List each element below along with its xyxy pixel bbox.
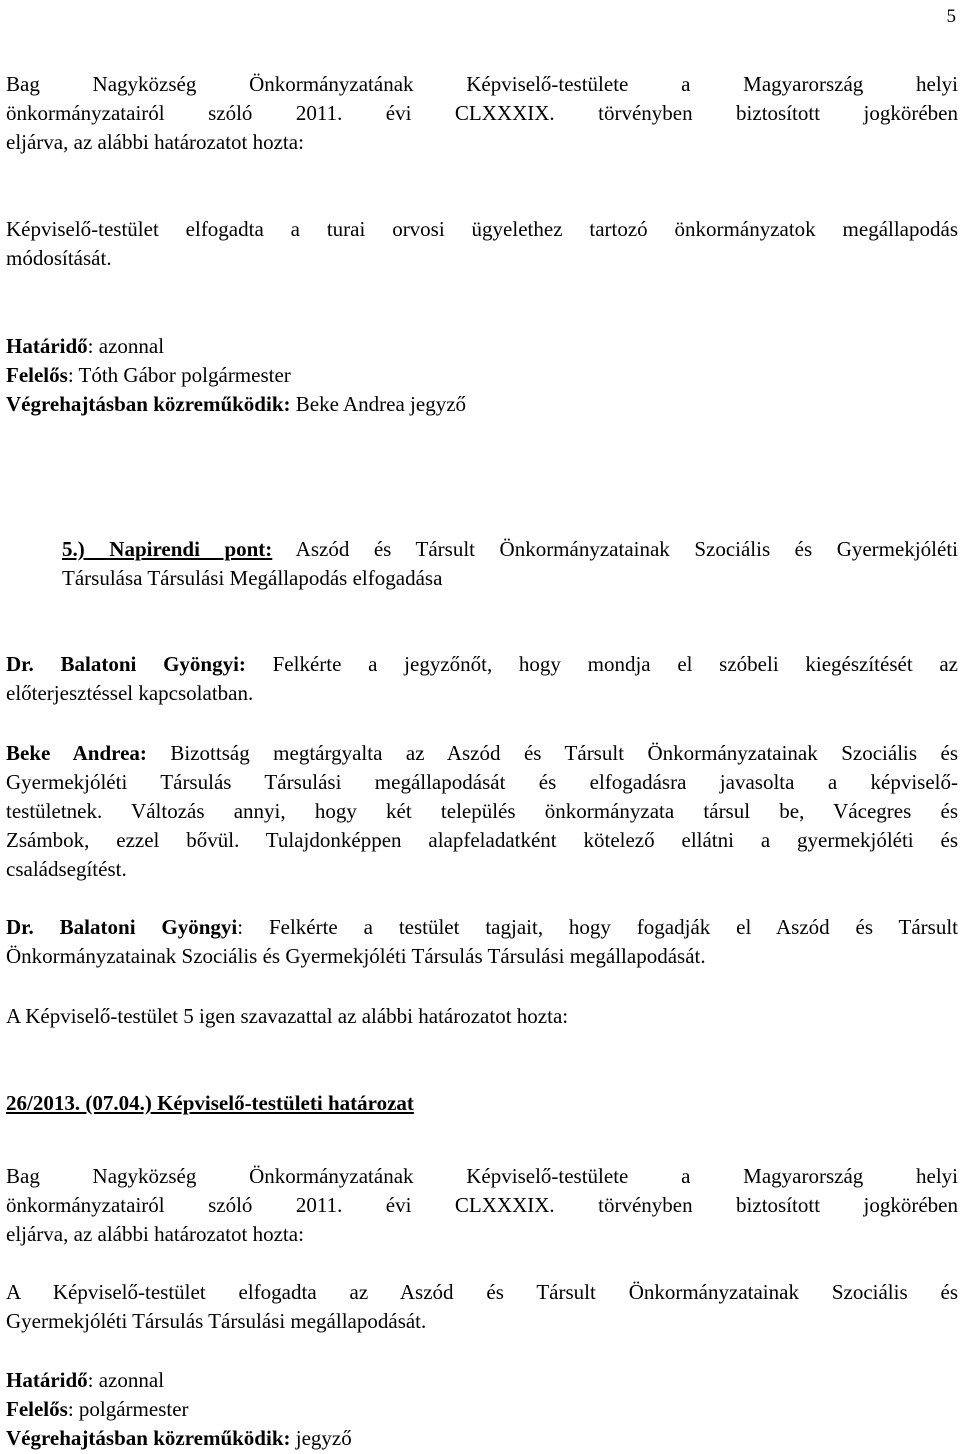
- vote-text: A Képviselő-testület 5 igen szavazattal az alábbi határozatot hozta:: [6, 1004, 569, 1028]
- intro-paragraph: [6, 1162, 958, 1249]
- executor-label: Végrehajtásban közreműködik:: [6, 1426, 291, 1450]
- speech-text: Bizottság megtárgyalta az Aszód és Társult Önkormányzatainak Szociális és: [146, 741, 959, 765]
- speech-paragraph: [6, 739, 958, 884]
- deadline-value: : azonnal: [87, 1368, 165, 1392]
- speaker-name: Dr. Balatoni Gyöngyi: [6, 915, 238, 939]
- speech-text: testületnek. Változás annyi, hogy két település önkormányzata társul be, Vácegres és: [6, 799, 958, 823]
- responsible-value: : polgármester: [67, 1397, 189, 1421]
- intro-line: Bag Nagyközség Önkormányzatának Képviselő-testülete a Magyarország helyi: [6, 72, 958, 96]
- executor-value: Beke Andrea jegyző: [290, 392, 467, 416]
- speech-text: Zsámbok, ezzel bővül. Tulajdonképpen alapfeladatként kötelező ellátni a gyermekjóléti és: [6, 828, 958, 852]
- intro-line: önkormányzatairól szóló 2011. évi CLXXXIX. törvényben biztosított jogkörében: [6, 1193, 958, 1217]
- decision-paragraph: [6, 215, 958, 273]
- speech-text: Önkormányzatainak Szociális és Gyermekjóléti Társulás Társulási megállapodását.: [6, 944, 706, 968]
- responsibility-block: [6, 1366, 958, 1453]
- speech-text: Felkérte a jegyzőnőt, hogy mondja el szóbeli kiegészítését az: [245, 652, 959, 676]
- intro-line: eljárva, az alábbi határozatot hozta:: [6, 130, 304, 154]
- executor-value: jegyző: [290, 1426, 352, 1450]
- speech-text: : Felkérte a testület tagjait, hogy fogadják el Aszód és Társult: [237, 915, 958, 939]
- intro-paragraph: [6, 70, 958, 157]
- speech-paragraph: [6, 650, 958, 708]
- page-number: 5: [946, 6, 956, 27]
- decision-line: módosítását.: [6, 246, 112, 270]
- decision-line: A Képviselő-testület elfogadta az Aszód és Társult Önkormányzatainak Szociális és: [6, 1280, 958, 1304]
- speech-paragraph: [6, 913, 958, 971]
- resolution-title-text: 26/2013. (07.04.) Képviselő-testületi határozat: [6, 1091, 414, 1115]
- vote-statement: [6, 1002, 958, 1031]
- resolution-title: [6, 1089, 958, 1118]
- responsible-label: Felelős: [6, 363, 68, 387]
- deadline-label: Határidő: [6, 1368, 88, 1392]
- agenda-text: Aszód és Társult Önkormányzatainak Szociális és Gyermekjóléti: [272, 537, 958, 561]
- decision-line: Gyermekjóléti Társulás Társulási megállapodását.: [6, 1309, 427, 1333]
- executor-label: Végrehajtásban közreműködik:: [6, 392, 291, 416]
- responsible-value: : Tóth Gábor polgármester: [67, 363, 291, 387]
- decision-line: Képviselő-testület elfogadta a turai orvosi ügyelethez tartozó önkormányzatok megállapodás: [6, 217, 958, 241]
- agenda-text: Társulása Társulási Megállapodás elfogadása: [62, 566, 443, 590]
- intro-line: önkormányzatairól szóló 2011. évi CLXXXIX. törvényben biztosított jogkörében: [6, 101, 958, 125]
- responsibility-block: [6, 332, 958, 419]
- decision-paragraph: [6, 1278, 958, 1336]
- agenda-label: 5.) Napirendi pont:: [62, 537, 273, 561]
- deadline-value: : azonnal: [87, 334, 165, 358]
- speech-text: Gyermekjóléti Társulás Társulási megállapodását és elfogadásra javasolta a képviselő-: [6, 770, 958, 794]
- responsible-label: Felelős: [6, 1397, 68, 1421]
- speaker-name: Beke Andrea:: [6, 741, 147, 765]
- deadline-label: Határidő: [6, 334, 88, 358]
- speaker-name: Dr. Balatoni Gyöngyi:: [6, 652, 246, 676]
- agenda-item: [62, 535, 958, 593]
- speech-text: családsegítést.: [6, 857, 127, 881]
- intro-line: Bag Nagyközség Önkormányzatának Képviselő-testülete a Magyarország helyi: [6, 1164, 958, 1188]
- speech-text: előterjesztéssel kapcsolatban.: [6, 681, 254, 705]
- intro-line: eljárva, az alábbi határozatot hozta:: [6, 1222, 304, 1246]
